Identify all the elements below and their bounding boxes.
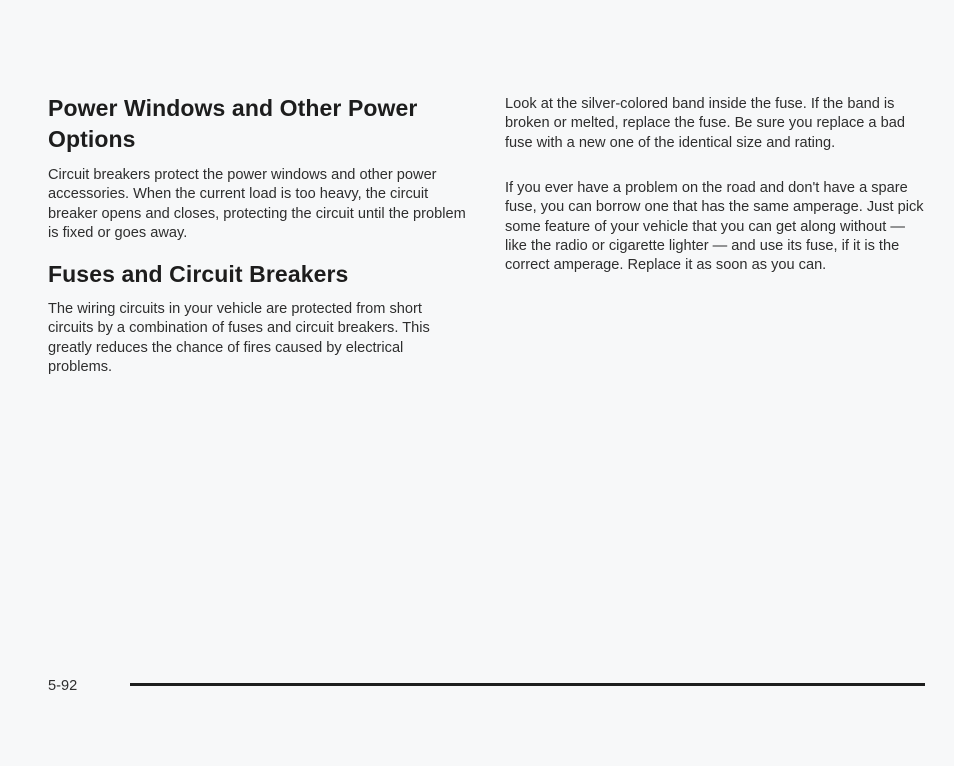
section-body-power-windows: Circuit breakers protect the power windows and other power accessories. When the current load is too heavy, the circuit breaker opens and closes, protecting the circuit until the problem is fixed or goes away. <box>48 167 466 241</box>
section-body-fuses: The wiring circuits in your vehicle are protected from short circuits by a combination of fuses and circuit breakers. This greatly reduces the chance of fires caused by electrical problems. <box>48 301 430 375</box>
section-heading-fuses: Fuses and Circuit Breakers <box>48 261 349 287</box>
paragraph-spare-fuse: If you ever have a problem on the road and don't have a spare fuse, you can borrow one that has the same amperage. Just pick some feature of your vehicle that you can get along without — like the radio or cigarette lighter — and use its fuse, if it is the correct amperage. Replace it as soon as you can. <box>505 180 924 274</box>
paragraph-inspect-fuse: Look at the silver-colored band inside the fuse. If the band is broken or melted, replace the fuse. Be sure you replace a bad fuse with a new one of the identical size and rating. <box>505 96 905 151</box>
page-number: 5-92 <box>48 678 78 694</box>
section-heading-power-windows: Power Windows and Other Power Options <box>48 95 418 152</box>
footer-rule <box>130 683 925 686</box>
